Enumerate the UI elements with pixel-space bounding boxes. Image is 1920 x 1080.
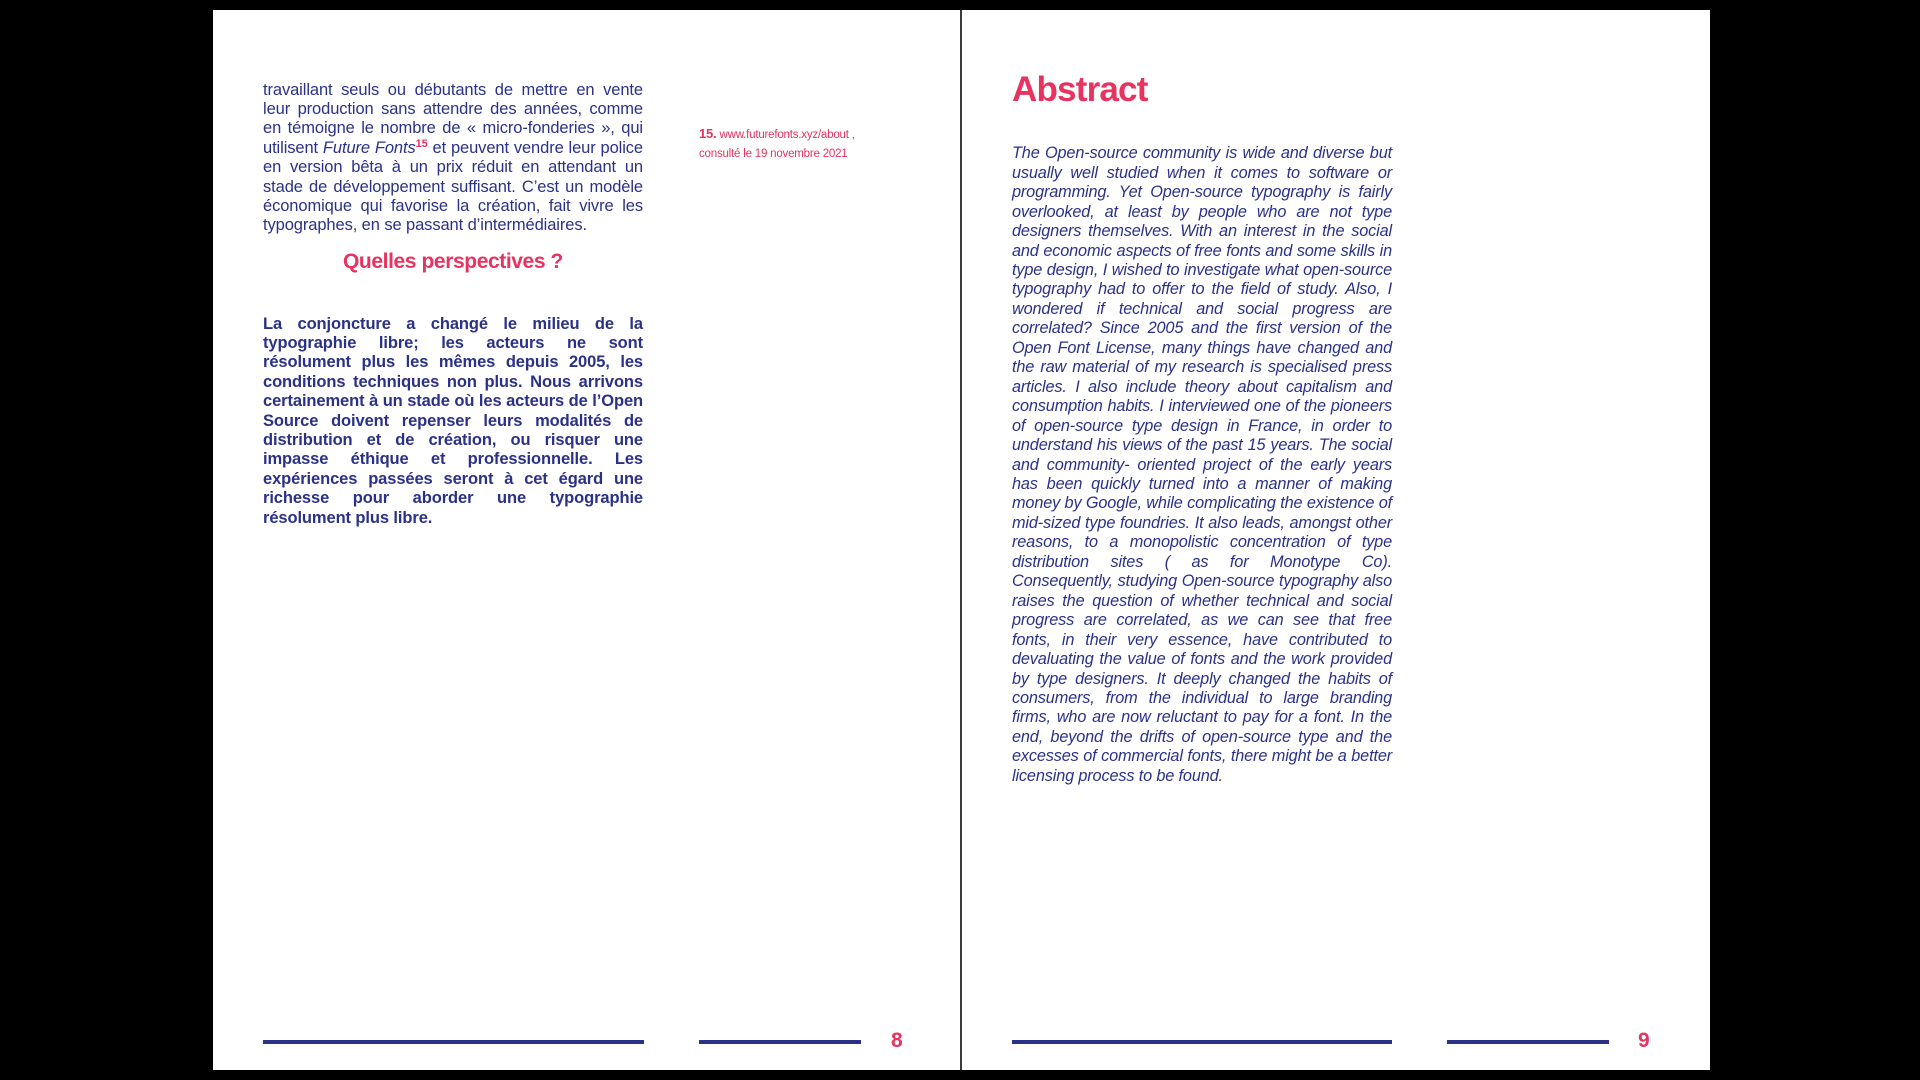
section-heading: Quelles perspectives ?	[343, 250, 563, 273]
footnote-reference: 15	[415, 137, 428, 150]
footnote-text: www.futurefonts.xyz/about , consulté le 19 novembre 2021	[699, 129, 855, 160]
abstract-paragraph: The Open-source community is wide and diverse but usually well studied when it comes to software or programming. Yet Open-source typography is fairly overlooked, at least by people who are not type designers themselves. With an interest in the social and economic aspects of free fonts and some skills in type design, I wished to investigate what open-source typography had to offer to the field of study. Also, I wondered if technical and social progress are correlated? Since 2005 and the first version of the Open Font License, many things have changed and the raw material of my research is specialised press articles. I also include theory about capitalism and consumption habits. I interviewed one of the pioneers of open-source type design in France, in order to understand his views of the past 15 years. The social and community- oriented project of the early years has been quickly turned into a manner of making money by Google, while complicating the existence of mid-sized type foundries. It also leads, amongst other reasons, to a monopolistic concentration of type distribution sites ( as for Monotype Co). Consequently, studying Open-source typography also raises the question of whether technical and social progress are correlated, as we can see that free fonts, in their very essence, have contributed to devaluating the value of fonts and the work provided by type designers. It deeply changed the habits of consumers, from the individual to large branding firms, who are now reluctant to pay for a font. In the end, beyond the drifts of open-source type and the excesses of commercial fonts, there might be a better licensing process to be found.	[1012, 144, 1392, 785]
footer-rule-main	[263, 1040, 644, 1044]
footer-rule-margin	[699, 1040, 861, 1044]
footnote-number: 15.	[699, 126, 717, 141]
future-fonts-italic: Future Fonts	[322, 138, 416, 157]
conclusion-paragraph: La conjoncture a changé le milieu de la typographie libre; les acteurs ne sont résolument plus les mêmes depuis 2005, les conditions techniques non plus. Nous arrivons certainement à un stade où les acteurs de l’Open Source doivent repenser leurs modalités de distribution et de création, ou risquer une impasse éthique et professionnelle. Les expériences passées seront à cet égard une richesse pour aborder une typographie résolument plus libre.	[263, 314, 643, 527]
footer-rule-margin	[1447, 1040, 1609, 1044]
abstract-title: Abstract	[1012, 70, 1148, 109]
page-number: 9	[1638, 1029, 1650, 1052]
page-number: 8	[891, 1029, 903, 1052]
body-text-start: travaillant seuls ou débutants de mettre en vente leur production sans attendre des années, comme en témoigne le nombre de « micro-fonderies », qui utilisent	[263, 80, 643, 157]
body-text-end: et peuvent vendre leur police en version bêta à un prix réduit en attendant un stade de développement suffisant. C’est un modèle économique qui favorise la création, fait vivre les typographes, en se passant d’intermédiaires.	[263, 138, 643, 235]
footnote	[699, 124, 879, 164]
right-page	[962, 10, 1710, 1070]
left-page	[213, 10, 961, 1070]
body-paragraph	[263, 81, 643, 236]
footer-rule-main	[1012, 1040, 1392, 1044]
